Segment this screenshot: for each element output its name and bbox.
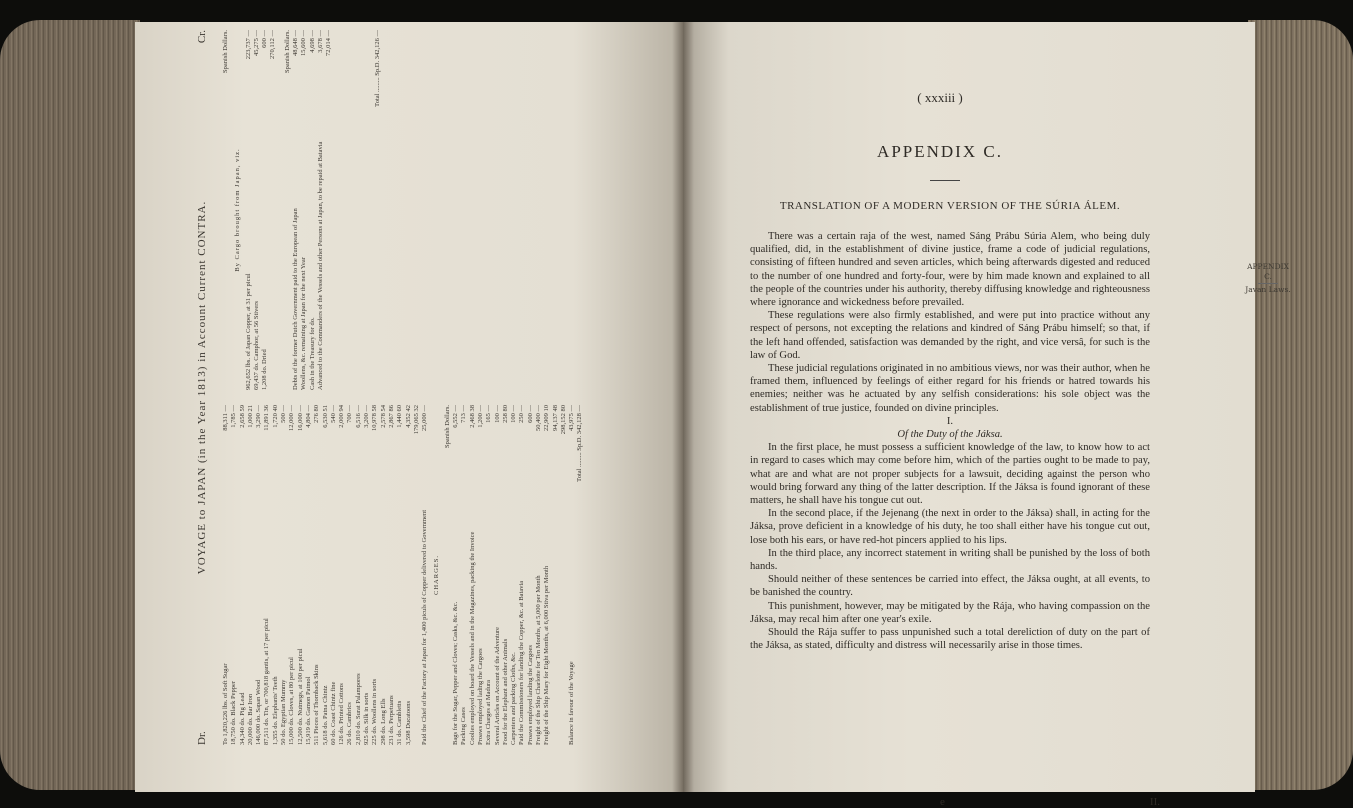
row-description: 26 do. Cambrics (346, 702, 354, 745)
row-amount: 500 — (280, 405, 288, 423)
table-row (371, 405, 379, 745)
row-description: 962,652 lbs. of Japan Copper, at 31 per picul (244, 273, 252, 390)
page-edges-left (0, 20, 140, 790)
row-description (325, 76, 333, 390)
table-row (494, 405, 502, 745)
row-description: 126 do. Printed Cottons (338, 683, 346, 745)
margin-rule (1258, 283, 1278, 284)
row-description: Several Articles on Account of the Adventure (493, 626, 501, 745)
row-amount: 258 80 (501, 405, 509, 423)
margin-subject: Javan Laws. (1245, 285, 1291, 294)
table-row (309, 30, 317, 390)
credit-unit-2: Spanish Dollars. (283, 30, 291, 73)
row-description: 87,511 do. Tin, or 700,818 gantis, at 17 per picul (263, 618, 271, 745)
row-description: Debts of the former Dutch Government paid to the European of Japan (292, 208, 300, 390)
row-amount: 600 — (261, 30, 269, 48)
table-row (388, 405, 396, 745)
credit-column (222, 30, 382, 390)
balance-label: Balance in favour of the Voyage (568, 661, 576, 745)
row-amount: 16,000 — (296, 405, 304, 431)
paragraph: These regulations were also firmly established, and were put into practice without any respect of persons, not excepting the relations and kindred of Sáng Prábu himself; so that, if the left hand offended, satisfaction was demanded by the right, and vice versâ, for such is the law of God. (750, 310, 1150, 361)
row-description: 31 do. Cambletts (396, 700, 404, 745)
table-row (255, 405, 263, 745)
row-description (413, 451, 421, 745)
table-row (469, 405, 477, 745)
table-row (305, 405, 313, 745)
row-description: Paid the Chief of the Factory at Japan for 1,400 piculs of Copper delivered to Government (421, 509, 429, 745)
row-amount: 2,867 86 (387, 405, 395, 428)
row-description: 298 do. Long Ells (379, 698, 387, 745)
spacer (334, 30, 374, 390)
table-header (196, 30, 216, 745)
paragraph: In the third place, any incorrect statement in writing shall be punished by the loss of both hands. (750, 547, 1150, 573)
row-amount: 2,468 38 (468, 405, 476, 428)
row-description: Freight of the Ship Mary for Eight Months, at 6,000 Stiva per Month (543, 565, 551, 745)
row-amount: 6,516 — (354, 405, 362, 428)
paragraph: Should neither of these sentences be carried into effect, the Jáksa ought, at all events, to be banished the country. (750, 574, 1150, 599)
signature-mark: e (940, 796, 945, 808)
row-amount: 1,785 — (230, 405, 238, 428)
spacer-text (560, 451, 568, 745)
appendix-body (750, 230, 1150, 653)
row-amount: 600 — (526, 405, 534, 423)
grand-total: Total ......... Sp.D. 342,128 — (576, 405, 584, 482)
subtotal-value: 94,137 48 (551, 405, 559, 431)
row-amount: 2,578 54 (379, 405, 387, 428)
row-amount: 700 — (346, 405, 354, 423)
row-description: 60 do. Coast Chintz fine (329, 681, 337, 745)
paragraph: Should the Rája suffer to pass unpunished such a total dereliction of duty on the part of the Jáksa, as stated, difficulty and distress will necessarily arise in those times. (750, 627, 1150, 652)
table-row (245, 30, 253, 390)
table-row (543, 405, 551, 745)
table-row (535, 405, 543, 745)
row-description: 3,598 Ducatoons (404, 700, 412, 745)
page-number: ( xxxiii ) (917, 90, 963, 105)
table-row (346, 405, 354, 745)
row-amount: 100 — (510, 405, 518, 423)
row-amount: 15,600 — (300, 30, 308, 56)
row-amount: 45,275 — (252, 30, 260, 56)
row-description: Coolies employed on board the Vessels and in the Magazines, packing the Invoice (468, 531, 476, 745)
table-row (239, 405, 247, 745)
row-description: Proaws employed lading the Cargoes (476, 648, 484, 745)
paragraph: In the first place, he must possess a sufficient knowledge of the law, to know how to act in regard to cases which may come before him, which of the parties ought to be made to pay, what are and what are not proper subjects for a lawsuit, deciding against the person who would bring forward any thing of the latter description. If the Jáksa is found ignorant of these matters, he shall have his tongue cut out. (750, 442, 1150, 507)
table-row (325, 30, 333, 390)
margin-note (1238, 262, 1298, 295)
row-description: 69,437 do. Camphor, at 56 Stivers (252, 301, 260, 390)
table-row (300, 30, 308, 390)
table-row (230, 405, 238, 745)
row-description: To 1,820,226 lbs. of Soft Sugar (222, 663, 229, 745)
table-row (222, 405, 230, 745)
row-description: Paid the Commissioners for landing the Copper, &c. at Batavia (518, 580, 526, 745)
margin-appendix: APPENDIX (1247, 262, 1289, 271)
row-description: Freight of the Ship Charlotte for Ten Months, at 5,000 per Month (534, 575, 542, 745)
row-amount: 6,530 51 (321, 405, 329, 428)
debit-column (222, 405, 585, 745)
subtotal (552, 405, 560, 745)
row-amount: 179,065 32 (412, 405, 420, 435)
paragraph: This punishment, however, may be mitigated by the Rája, who having compassion on the Jáksa, may recal him after one year's exile. (750, 600, 1150, 625)
row-amount: 3,200 — (363, 405, 371, 428)
table-title: VOYAGE to JAPAN (in the Year 1813) in Account Current CONTRA. (196, 200, 208, 575)
table-row (396, 405, 404, 745)
credit-label: Cr. (196, 30, 208, 44)
table-row (510, 405, 518, 745)
table-row (261, 30, 269, 390)
spacer-text (552, 451, 560, 745)
row-description: 1,208 do. Dried (261, 349, 269, 390)
row-description: 20,000 do. Bar Iron (246, 693, 254, 745)
row-amount: 2,658 59 (238, 405, 246, 428)
row-amount: 12,000 — (288, 405, 296, 431)
row-description: 34,340 do. Pig Lead (238, 692, 246, 745)
row-amount: 10,978 58 (371, 405, 379, 431)
row-description: Packing Cases (460, 707, 468, 745)
row-description: 511 Pieces of Thornback Skins (313, 664, 321, 745)
table-row (338, 405, 346, 745)
charges-unit: Spanish Dollars. (443, 405, 451, 448)
row-description: Woollens, &c. remaining at Japan for the next Year (300, 257, 308, 390)
row-description: Bags for the Sugar, Pepper and Cloves; Casks, &c. &c. (452, 601, 460, 745)
charges-title: CHARGES. (433, 555, 441, 595)
account-table (196, 30, 626, 745)
translation-title: TRANSLATION OF A MODERN VERSION OF THE SÚRIA ÁLEM. (779, 200, 1121, 212)
row-amount: 72,014 — (325, 30, 333, 56)
row-amount: 100 — (493, 405, 501, 423)
row-amount: 4,804 — (304, 405, 312, 428)
volume-number: II. (1149, 796, 1160, 808)
table-row (313, 405, 321, 745)
row-description: Food for the Elephant and other Animals (501, 638, 509, 745)
row-description: 225 do. Woollens in sorts (371, 679, 379, 745)
row-amount: 4,352 42 (404, 405, 412, 428)
row-amount: 88,311 — (222, 405, 229, 431)
table-row (247, 405, 255, 745)
table-row (280, 405, 288, 745)
row-description: 146,000 do. Sapan Wood (255, 679, 263, 745)
credit-total: Total ......... Sp.D. 342,126 — (373, 30, 381, 107)
row-amount: 4,698 — (308, 30, 316, 53)
row-description: Proaws employed landing the Cargoes (526, 645, 534, 745)
paragraph: There was a certain raja of the west, named Sáng Prábu Súria Alem, who being duly qualified, did, in the establishment of divine justice, frame a code of judicial regulations, consisting of fifteen hundred and seven articles, which being afterwards digested and reduced to the number of one hundred and forty-four, were by him made known and explained to all the people of the countries under his authority, thereby diffusing knowledge and righteousness where ignorance and wickedness before prevailed. (750, 231, 1150, 309)
table-row (253, 30, 261, 390)
running-total (560, 405, 568, 745)
row-amount: 1,720 40 (271, 405, 279, 428)
row-description: 50 do. Egyptian Mummy (280, 679, 288, 745)
row-amount: 165 — (485, 405, 493, 423)
row-description: Advanced to the Commanders of the Vessels and other Persons at Japan, to be repaid at Batavia (316, 141, 324, 390)
table-row (330, 405, 338, 745)
row-amount: 11,891 36 (263, 405, 271, 431)
row-amount: 22,909 10 (543, 405, 551, 431)
table-row (317, 30, 325, 390)
table-row (477, 405, 485, 745)
row-amount: 3,290 — (255, 405, 263, 428)
table-row (263, 405, 271, 745)
row-amount: 2,000 94 (338, 405, 346, 428)
row-amount: 3,678 — (316, 30, 324, 53)
credit-unit: Spanish Dollars. (222, 30, 229, 73)
row-amount: 713 — (460, 405, 468, 423)
row-description: Cash in the Treasury for do. (308, 317, 316, 390)
margin-letter: C. (1264, 272, 1272, 281)
table-row (518, 405, 526, 745)
table-row (288, 405, 296, 745)
appendix-title: APPENDIX C. (877, 142, 1003, 161)
row-description: 15,000 do. Cloves, at 80 per picul (288, 657, 296, 745)
running-total-value: 298,152 80 (559, 405, 567, 435)
row-description: Extra Charges at Madura (485, 679, 493, 745)
row-description: 5,618 do. Patna Chintz (321, 685, 329, 745)
row-description: Carpenters and packing Cloths, &c. (510, 652, 518, 745)
row-amount: 276 80 (313, 405, 321, 423)
row-description: 18,750 do. Black Pepper (230, 680, 238, 745)
paragraph: These judicial regulations originated in no ambitious views, nor was their author, when he framed them, influenced by feelings of either regard for his friends or hatred towards his enemies; neither was he actuated by any selfish considerations: his sole object was the establishment of true justice, founded on divine principles. (750, 363, 1150, 414)
row-amount: 250 — (518, 405, 526, 423)
table-row (272, 405, 280, 745)
row-amount: 540 — (329, 405, 337, 423)
row-description: 925 do. Silk in sorts (363, 692, 371, 745)
row-amount: 6,552 — (452, 405, 460, 428)
row-description: 1,355 do. Elephants' Teeth (271, 676, 279, 745)
row-amount: 25,000 — (421, 405, 429, 431)
table-row (297, 405, 305, 745)
row-amount: 1,200 — (476, 405, 484, 428)
table-row (502, 405, 510, 745)
paragraph: In the second place, if the Jejenang (the next in order to the Jáksa) shall, in acting for the Jáksa, prove deficient in a knowledge of his duty, he too shall either have his tongue cut out, lose both his ears, or have red-hot pincers applied to his lips. (750, 508, 1150, 546)
book-gutter (672, 22, 694, 792)
table-row (405, 405, 413, 745)
row-amount: 1,440 60 (396, 405, 404, 428)
credit-title: By Cargo brought from Japan, viz. (234, 148, 242, 272)
table-row (421, 405, 429, 745)
table-row (292, 30, 300, 390)
row-amount: 48,648 — (292, 30, 300, 56)
balance-value: 43,975 — (568, 405, 576, 431)
balance-row (568, 405, 576, 745)
table-row (355, 405, 363, 745)
row-description (269, 76, 277, 390)
table-row (413, 405, 421, 745)
table-row (452, 405, 460, 745)
row-description: 2,810 do. Surat Palampores (354, 673, 362, 745)
table-row (269, 30, 277, 390)
row-description: 231 do. Perpetuans (387, 695, 395, 745)
section-number: I. (946, 415, 954, 427)
debit-label: Dr. (196, 731, 208, 745)
page-edges-right (1248, 20, 1353, 790)
row-description: 15,919 do. Gamon Patmol (304, 676, 312, 745)
title-rule (930, 180, 960, 181)
table-row (380, 405, 388, 745)
row-amount: 1,000 21 (246, 405, 254, 428)
table-row (322, 405, 330, 745)
row-amount: 223,737 — (244, 30, 252, 60)
row-amount: 50,400 — (534, 405, 542, 431)
row-amount: 270,112 — (269, 30, 277, 60)
table-row (363, 405, 371, 745)
row-description: 12,500 do. Nutmegs, at 100 per picul (296, 648, 304, 745)
table-row (527, 405, 535, 745)
table-row (485, 405, 493, 745)
table-row (460, 405, 468, 745)
section-title: Of the Duty of the Jáksa. (897, 429, 1003, 441)
